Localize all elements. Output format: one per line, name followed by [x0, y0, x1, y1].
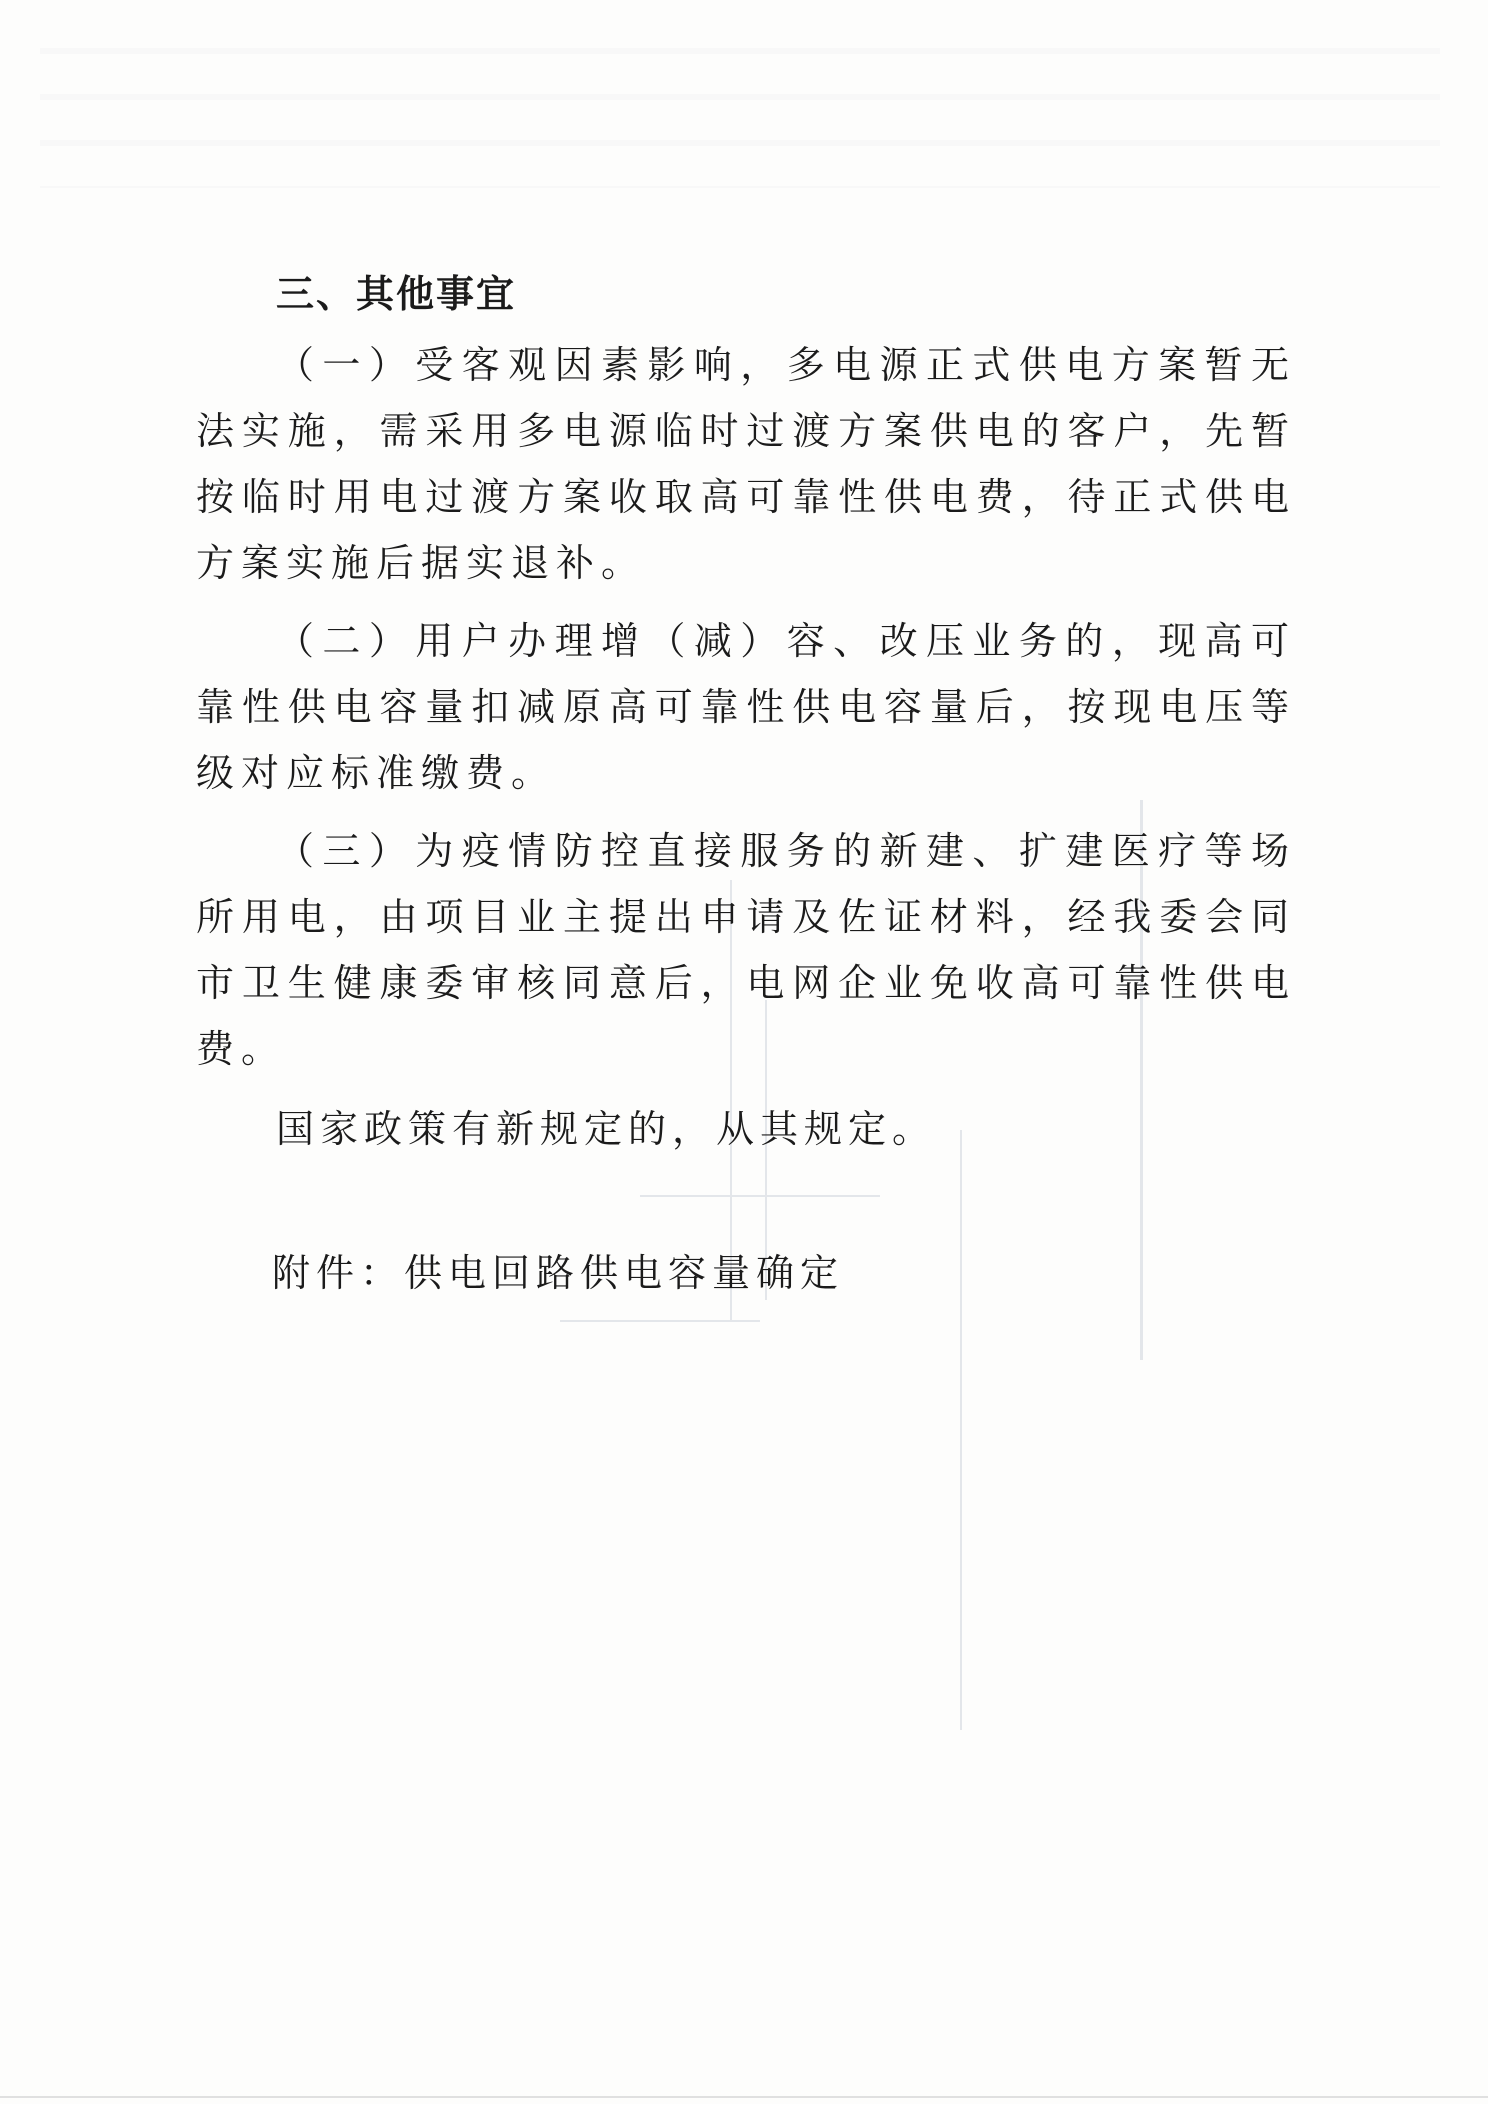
paragraph-3: （三）为疫情防控直接服务的新建、扩建医疗等场所用电，由项目业主提出申请及佐证材料，经我委会同市卫生健康委审核同意后，电网企业免收高可靠性供电费。: [196, 829, 1296, 1071]
scan-show-through-top: [40, 48, 1440, 188]
page-bottom-edge: [0, 2096, 1488, 2098]
attachment-note: 附件：供电回路供电容量确定: [272, 1251, 845, 1295]
paragraph-1: （一）受客观因素影响，多电源正式供电方案暂无法实施，需采用多电源临时过渡方案供电的客户，先暂按临时用电过渡方案收取高可靠性供电费，待正式供电方案实施后据实退补。: [196, 343, 1296, 585]
document-body: [196, 262, 1296, 1306]
scan-show-through-line: [560, 1320, 760, 1322]
section-heading: 三、其他事宜: [276, 272, 517, 316]
closing-statement: 国家政策有新规定的，从其规定。: [276, 1107, 937, 1151]
paragraph-2: （二）用户办理增（减）容、改压业务的，现高可靠性供电容量扣减原高可靠性供电容量后，按现电压等级对应标准缴费。: [196, 619, 1296, 795]
